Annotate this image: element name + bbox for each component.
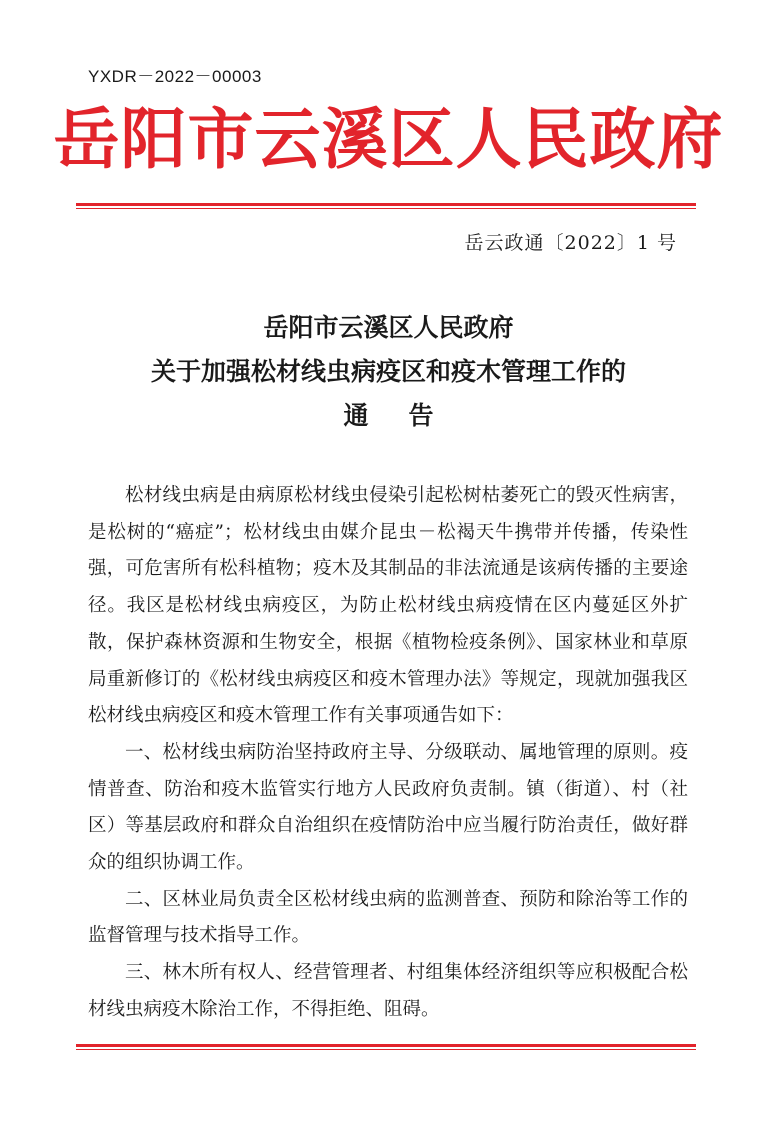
footer-divider-thin [76,1049,696,1050]
document-number: 岳云政通〔2022〕1 号 [464,232,677,254]
title-line-subject: 关于加强松材线虫病疫区和疫木管理工作的 [150,357,626,386]
document-body [88,478,688,1029]
header-divider-thick [76,203,696,206]
body-paragraph-item-2: 二、区林业局负责全区松材线虫病的监测普查、预防和除治等工作的监督管理与技术指导工作。 [88,888,688,947]
header-divider-thin [76,208,696,209]
body-paragraph-item-3: 三、林木所有权人、经营管理者、村组集体经济组织等应积极配合松材线虫病疫木除治工作，不得拒绝、阻碍。 [88,962,688,1020]
document-title [0,306,777,438]
issuer-header: 岳阳市云溪区人民政府 [53,100,724,178]
document-code: YXDR－2022－00003 [88,67,262,86]
body-paragraph-intro: 松材线虫病是由病原松材线虫侵染引起松树枯萎死亡的毁灭性病害，是松树的“癌症”；松材线虫由媒介昆虫－松褐天牛携带并传播，传染性强，可危害所有松科植物；疫木及其制品的非法流通是该病传播的主要途径。我区是松材线虫病疫区，为防止松材线虫病疫情在区内蔓延区外扩散，保护森林资源和生物安全，根据《植物检疫条例》、国家林业和草原局重新修订的《松材线虫病疫区和疫木管理办法》等规定，现就加强我区松材线虫病疫区和疫木管理工作有关事项通告如下： [88,485,688,727]
body-paragraph-item-1: 一、松材线虫病防治坚持政府主导、分级联动、属地管理的原则。疫情普查、防治和疫木监管实行地方人民政府负责制。镇（街道）、村（社区）等基层政府和群众自治组织在疫情防治中应当履行防治责任，做好群众的组织协调工作。 [88,741,688,874]
title-line-issuer: 岳阳市云溪区人民政府 [263,313,514,342]
title-line-notice: 通告 [343,401,474,430]
footer-divider-thick [76,1044,696,1047]
